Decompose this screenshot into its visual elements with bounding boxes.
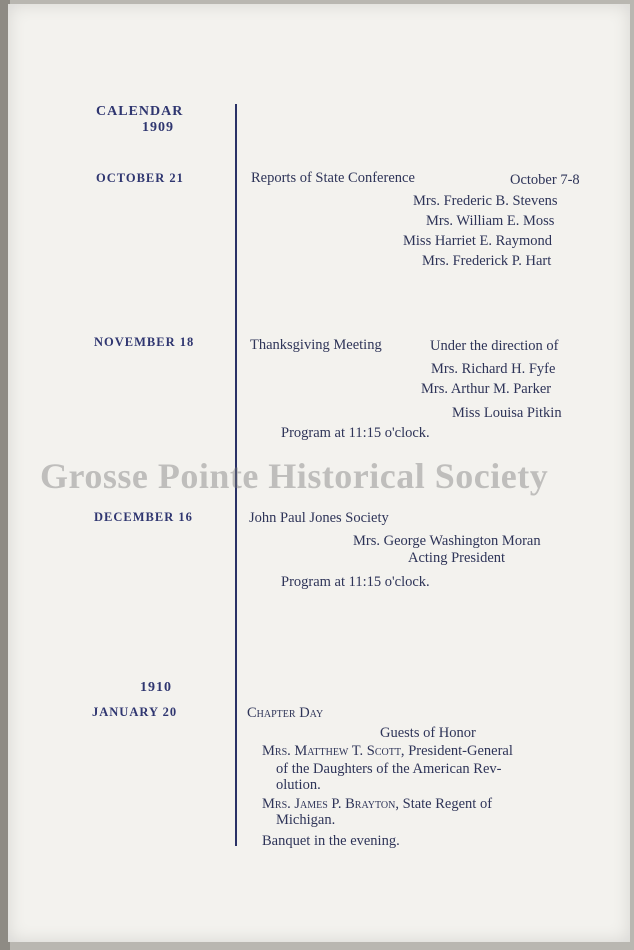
event-title-december: John Paul Jones Society bbox=[249, 510, 389, 526]
event-title-november: Thanksgiving Meeting bbox=[250, 337, 382, 353]
guest-title: State Regent of bbox=[399, 796, 493, 812]
guest-name: Mrs. Matthew T. Scott, bbox=[262, 743, 405, 759]
event-date-december: DECEMBER 16 bbox=[94, 510, 193, 524]
calendar-year-1909: 1909 bbox=[142, 120, 174, 135]
guest-honor-1 bbox=[262, 743, 513, 760]
guest-honor-2 bbox=[262, 796, 492, 813]
banquet-note: Banquet in the evening. bbox=[262, 833, 400, 849]
guest-name: Mrs. James P. Brayton, bbox=[262, 796, 399, 812]
director: Miss Louisa Pitkin bbox=[452, 405, 562, 421]
calendar-year-1910: 1910 bbox=[140, 680, 172, 695]
calendar-title: CALENDAR bbox=[96, 104, 184, 119]
event-when-october: October 7-8 bbox=[510, 172, 580, 188]
program-time-december: Program at 11:15 o'clock. bbox=[281, 574, 430, 590]
hostess: Miss Harriet E. Raymond bbox=[403, 233, 553, 249]
watermark: Grosse Pointe Historical Society bbox=[40, 456, 549, 496]
event-direction-november: Under the direction of bbox=[430, 338, 559, 354]
event-date-january: JANUARY 20 bbox=[92, 705, 178, 719]
guest-honor-1-line3: olution. bbox=[276, 777, 321, 793]
director: Mrs. Richard H. Fyfe bbox=[431, 361, 556, 377]
event-date-october: OCTOBER 21 bbox=[96, 171, 184, 185]
program-time-november: Program at 11:15 o'clock. bbox=[281, 425, 430, 441]
guest-honor-2-line2: Michigan. bbox=[276, 812, 336, 828]
hostess: Mrs. Frederick P. Hart bbox=[422, 253, 552, 269]
event-person-december: Mrs. George Washington Moran bbox=[353, 533, 541, 549]
guest-title: President-General bbox=[404, 743, 513, 759]
event-title-january: Chapter Day bbox=[247, 705, 324, 721]
event-date-november: NOVEMBER 18 bbox=[94, 335, 195, 349]
event-role-december: Acting President bbox=[408, 550, 506, 566]
event-title-october: Reports of State Conference bbox=[251, 170, 415, 186]
director: Mrs. Arthur M. Parker bbox=[421, 381, 552, 397]
guest-honor-1-line2: of the Daughters of the American Rev- bbox=[276, 761, 502, 777]
guests-of-honor: Guests of Honor bbox=[380, 725, 476, 741]
hostess: Mrs. Frederic B. Stevens bbox=[413, 193, 558, 209]
hostess: Mrs. William E. Moss bbox=[426, 213, 555, 229]
